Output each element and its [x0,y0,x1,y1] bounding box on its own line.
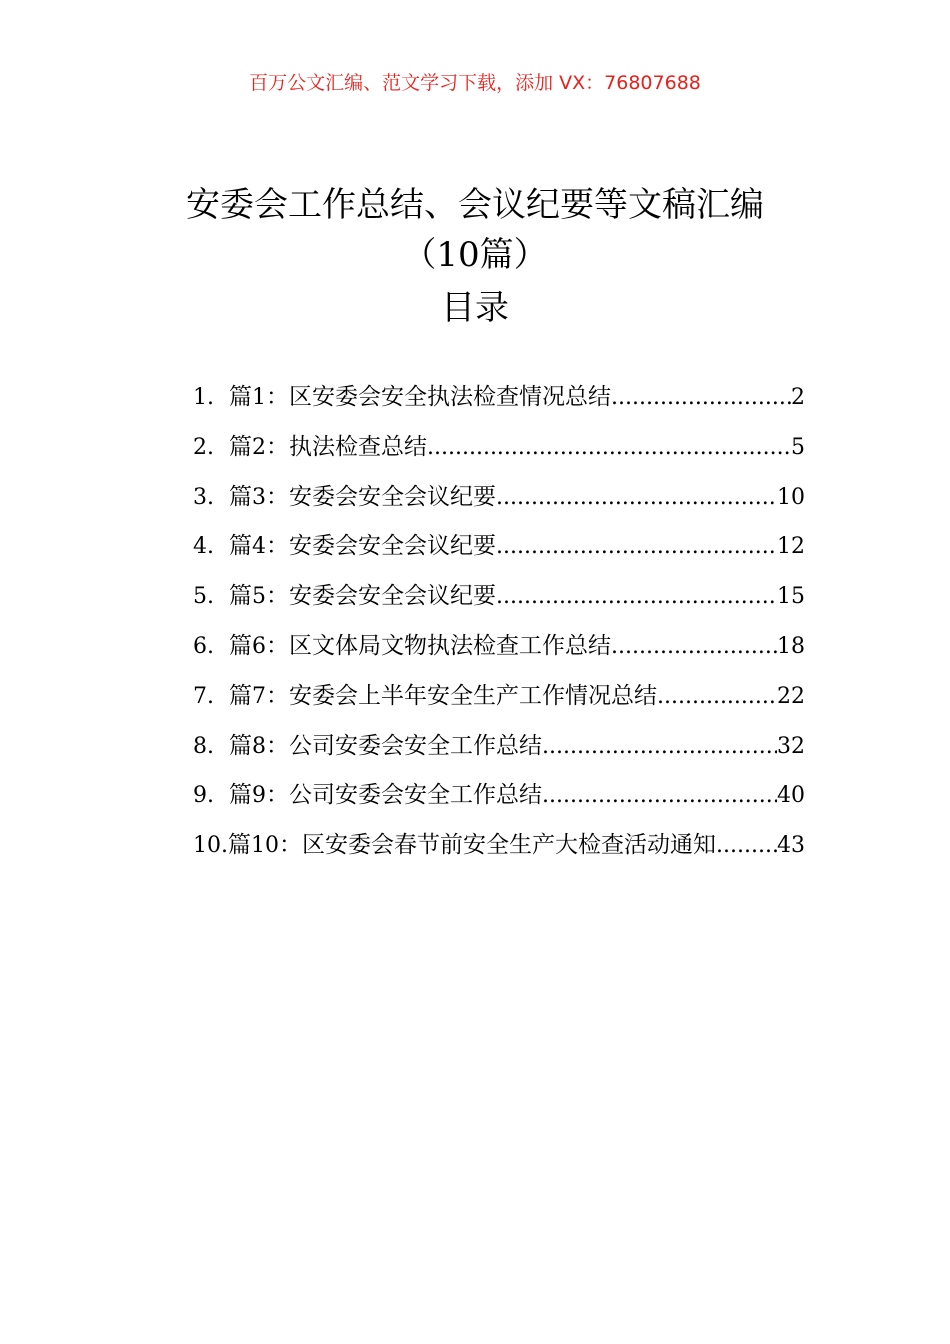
toc-entry[interactable] [193,627,805,677]
subtitle-count-number: 10 [436,235,480,275]
toc-entry-title: 篇6：区文体局文物执法检查工作总结 [229,632,611,659]
table-of-contents [193,378,805,876]
toc-entry-number: 4. [193,534,214,560]
toc-entry-number: 10. [193,833,228,859]
toc-entry[interactable] [193,826,805,876]
header-watermark-note: 百万公文汇编、范文学习下载，添加 VX：76807688 [249,72,701,94]
toc-entry[interactable] [193,527,805,577]
toc-entry[interactable] [193,428,805,478]
toc-entry-page: 43 [777,833,805,859]
document-title: 安委会工作总结、会议纪要等文稿汇编 [186,185,764,225]
toc-entry-page: 2 [791,385,805,410]
toc-entry[interactable] [193,677,805,727]
toc-entry-number: 2. [193,434,214,460]
toc-heading: 目录 [441,288,509,328]
subtitle-count-unit: 篇 [479,235,514,275]
toc-entry-number: 7. [193,683,214,709]
toc-entry-page: 15 [777,584,805,610]
subtitle-close-paren: ） [513,235,548,275]
toc-entry-title: 篇8：公司安委会安全工作总结 [229,732,542,759]
toc-entry[interactable] [193,378,805,428]
toc-entry-number: 6. [193,633,214,659]
toc-entry-title: 篇4：安委会安全会议纪要 [229,533,496,560]
toc-dot-leader [496,534,777,559]
toc-entry-page: 18 [777,633,805,659]
toc-entry-title: 篇5：安委会安全会议纪要 [229,583,496,610]
toc-dot-leader [611,634,777,659]
toc-entry-number: 9. [193,783,214,809]
toc-dot-leader [427,435,791,460]
toc-entry[interactable] [193,776,805,826]
subtitle-open-paren: （ [402,235,437,275]
toc-dot-leader [496,584,777,609]
toc-entry-number: 3. [193,484,214,510]
toc-entry-title: 篇1：区安委会安全执法检查情况总结 [229,384,611,410]
toc-entry-page: 22 [777,683,805,709]
toc-entry-number: 8. [193,733,214,759]
toc-entry-title: 篇7：安委会上半年安全生产工作情况总结 [229,682,657,709]
toc-dot-leader [611,385,791,410]
toc-dot-leader [657,684,777,709]
toc-dot-leader [542,783,777,808]
toc-entry-number: 5. [193,584,214,610]
toc-entry-title: 篇9：公司安委会安全工作总结 [229,782,542,809]
toc-entry-page: 32 [777,733,805,759]
toc-entry[interactable] [193,577,805,627]
toc-dot-leader [496,485,777,510]
toc-entry-page: 12 [777,534,805,560]
document-title-block [0,180,950,334]
toc-entry-title: 篇10：区安委会春节前安全生产大检查活动通知 [228,832,716,859]
toc-dot-leader [716,833,777,858]
toc-entry-page: 40 [777,783,805,809]
toc-entry-page: 5 [791,434,805,460]
toc-entry-title: 篇3：安委会安全会议纪要 [229,483,496,510]
toc-dot-leader [542,734,777,759]
toc-entry-number: 1. [193,385,214,410]
toc-entry-title: 篇2：执法检查总结 [229,433,427,460]
document-subtitle-count [0,230,950,280]
toc-entry-page: 10 [777,484,805,510]
toc-entry[interactable] [193,727,805,777]
toc-entry[interactable] [193,478,805,528]
